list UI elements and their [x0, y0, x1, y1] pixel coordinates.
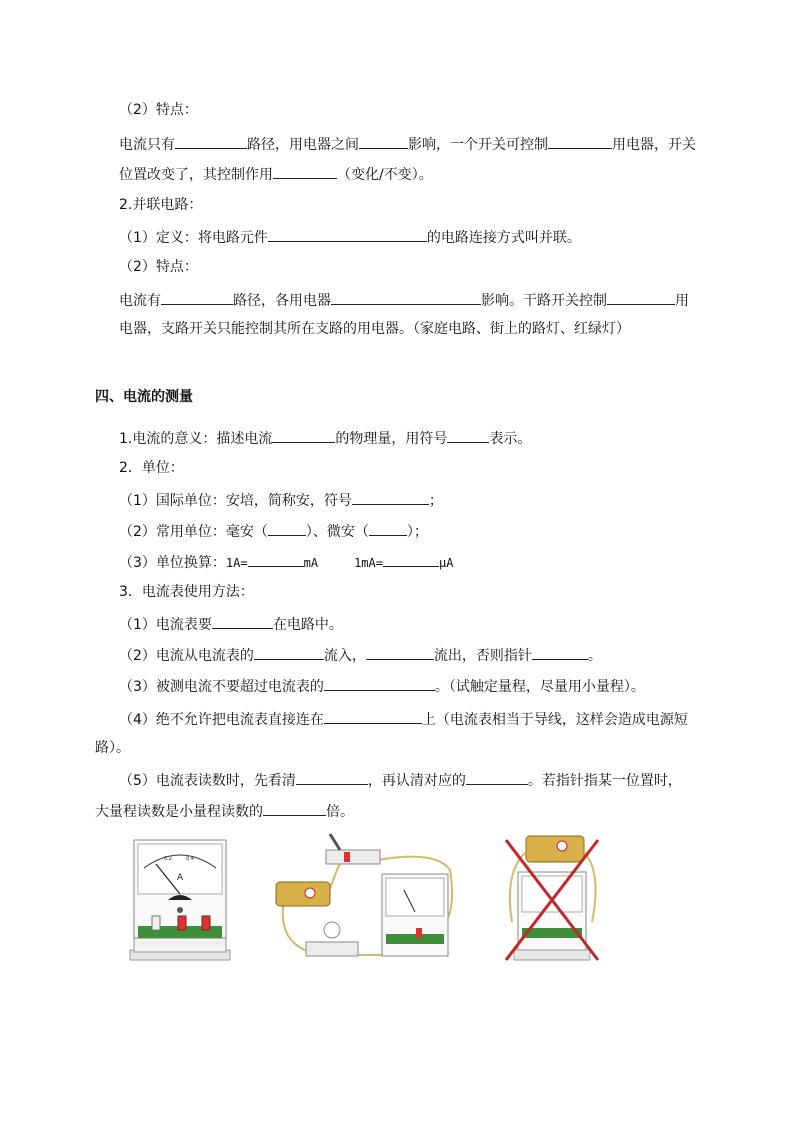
- text: 位置改变了，其控制作用: [119, 167, 273, 183]
- text: （2）特点：: [119, 259, 198, 275]
- s1-line6: [119, 257, 198, 277]
- text: 流出，否则指针: [433, 648, 532, 664]
- blank[interactable]: [366, 644, 434, 660]
- blank[interactable]: [359, 133, 408, 149]
- text: 2．单位：: [119, 460, 184, 476]
- section-title: [95, 387, 193, 407]
- circuit-figure: [266, 830, 458, 964]
- s2-line5: [119, 551, 453, 573]
- text: （4）绝不允许把电流表直接连在: [119, 712, 324, 728]
- blank[interactable]: [272, 427, 335, 443]
- text: 四、电流的测量: [95, 389, 193, 405]
- s1-line2: [119, 133, 696, 155]
- text: 1.电流的意义：描述电流: [119, 431, 273, 447]
- s1-line3: [119, 163, 433, 185]
- s2-line7: [119, 613, 343, 635]
- blank[interactable]: [383, 551, 439, 567]
- text: 电流有: [119, 293, 161, 309]
- text: 影响。干路开关控制: [481, 293, 607, 309]
- blank[interactable]: [447, 427, 489, 443]
- text: （1）国际单位：安培，简称安，符号: [119, 493, 352, 509]
- text: 。（试触定量程，尽量用小量程）。: [434, 679, 645, 695]
- text: 1mA=: [354, 556, 383, 570]
- text: 用电器，开关: [612, 137, 696, 153]
- text: （2）特点：: [119, 102, 198, 118]
- blank[interactable]: [466, 769, 528, 785]
- blank[interactable]: [352, 489, 429, 505]
- s1-line7: [119, 289, 689, 311]
- text: ）；: [406, 524, 428, 540]
- text: 路）。: [95, 740, 130, 756]
- text: 大量程读数是小量程读数的: [95, 804, 263, 820]
- text: （2）电流从电流表的: [119, 648, 254, 664]
- s1-line8: [119, 319, 630, 339]
- scale-label: 0.2: [164, 856, 172, 862]
- text: 电器，支路开关只能控制其所在支路的用电器。（家庭电路、街上的路灯、红绿灯）: [119, 321, 630, 337]
- s2-line12: [119, 769, 682, 791]
- text: 电流只有: [119, 137, 175, 153]
- s2-line4: [119, 520, 428, 542]
- blank[interactable]: [248, 551, 304, 567]
- text: 路径，用电器之间: [247, 137, 359, 153]
- blank[interactable]: [263, 800, 326, 816]
- text: 的物理量，用符号: [335, 431, 448, 447]
- blank[interactable]: [324, 675, 435, 691]
- blank[interactable]: [212, 613, 273, 629]
- text: 表示。: [489, 431, 532, 447]
- text: （3）被测电流不要超过电流表的: [119, 679, 324, 695]
- text: ，再认清对应的: [367, 773, 466, 789]
- scale-label: 0.4: [186, 856, 194, 862]
- text: mA: [303, 556, 319, 570]
- text: 3．电流表使用方法：: [119, 584, 254, 600]
- text: 。若指针指某一位置时，: [527, 773, 682, 789]
- blank[interactable]: [273, 163, 337, 179]
- text: （1）定义：将电路元件: [119, 230, 268, 246]
- s2-line6: [119, 582, 254, 602]
- text: （2）常用单位：毫安（: [119, 524, 268, 540]
- text: 路径，各用电器: [233, 293, 331, 309]
- blank[interactable]: [175, 133, 247, 149]
- text: 2.并联电路：: [119, 197, 203, 213]
- blank[interactable]: [161, 289, 233, 305]
- s2-line13: [95, 800, 354, 822]
- text: （5）电流表读数时，先看清: [119, 773, 296, 789]
- text: 影响，一个开关可控制: [408, 137, 548, 153]
- blank[interactable]: [369, 520, 407, 536]
- s1-line1: [119, 100, 198, 120]
- text: ；: [428, 493, 443, 509]
- s1-line5: [119, 226, 581, 248]
- text: 的电路连接方式叫并联。: [426, 230, 581, 246]
- s2-line11: [95, 738, 130, 758]
- s2-line3: [119, 489, 443, 511]
- s2-line2: [119, 458, 184, 478]
- text: （变化/不变）。: [337, 167, 433, 183]
- text: 上（电流表相当于导线，这样会造成电源短: [421, 712, 688, 728]
- blank[interactable]: [331, 289, 481, 305]
- blank[interactable]: [254, 644, 324, 660]
- s2-line9: [119, 675, 645, 697]
- text: （3）单位换算：: [119, 555, 226, 571]
- blank[interactable]: [268, 520, 306, 536]
- s2-line10: [119, 708, 688, 730]
- ammeter-figure: [128, 838, 232, 962]
- text: 。: [587, 648, 602, 664]
- text: 倍。: [326, 804, 354, 820]
- s2-line1: [119, 427, 531, 449]
- blank[interactable]: [296, 769, 368, 785]
- blank[interactable]: [607, 289, 675, 305]
- text: ）、微安（: [305, 524, 369, 540]
- blank[interactable]: [324, 708, 422, 724]
- s2-line8: [119, 644, 602, 666]
- wrong-connection-figure: [500, 832, 604, 962]
- text: 在电路中。: [272, 617, 343, 633]
- blank[interactable]: [548, 133, 612, 149]
- blank[interactable]: [532, 644, 588, 660]
- text: 流入，: [323, 648, 366, 664]
- ammeter-unit: A: [177, 873, 184, 883]
- text: （1）电流表要: [119, 617, 212, 633]
- text: μA: [438, 556, 454, 570]
- blank[interactable]: [268, 226, 427, 242]
- text: 用: [675, 293, 689, 309]
- text: 1A=: [225, 556, 248, 570]
- s1-line4: [119, 195, 202, 215]
